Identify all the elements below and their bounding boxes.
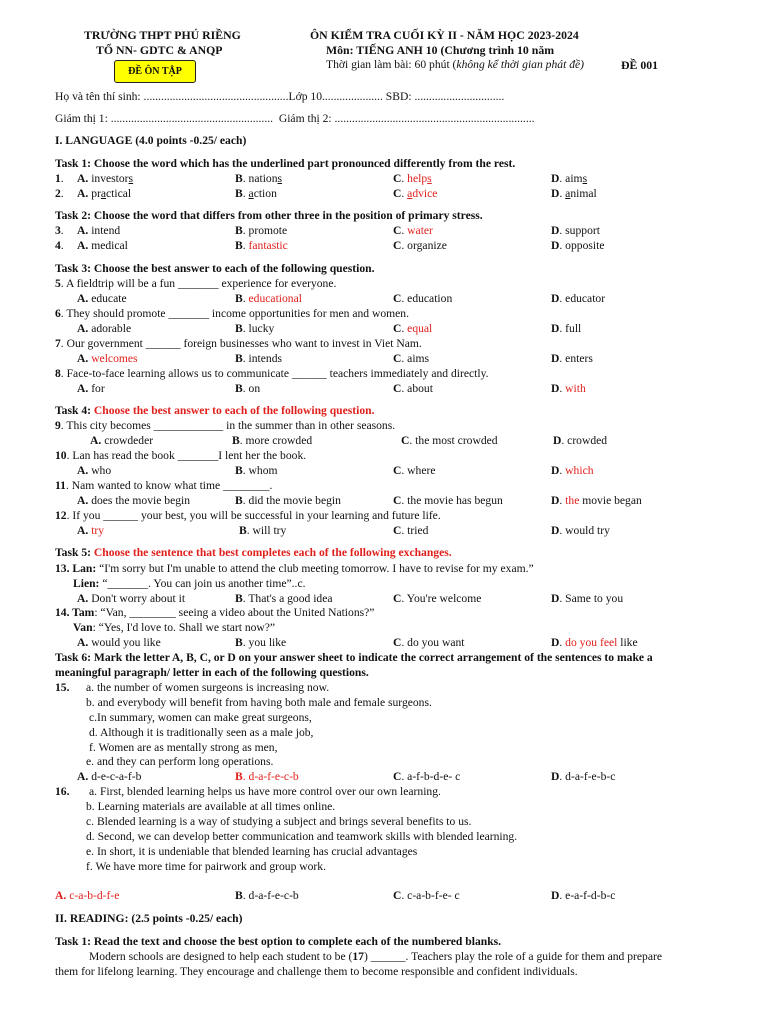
student-name-field: Họ và tên thí sinh: ..................................................Lớp 10..................... SBD: ............................... [55,90,505,103]
q3-option-c[interactable]: C. water [393,224,433,237]
exam-code: ĐỀ 001 [621,58,659,72]
task1-title: Task 1: Choose the word which has the underlined part pronounced differently from the rest. [55,157,516,170]
task6-title-line1: Task 6: Mark the letter A, B, C, or D on your answer sheet to indicate the correct arrangement of the sentences to make a [55,651,653,664]
q1-option-d[interactable]: D. aims [551,172,588,185]
q14-option-a[interactable]: A. would you like [77,636,161,649]
review-badge: ĐỀ ÔN TẬP [114,60,196,83]
q15-sentence: b. and everybody will benefit from having both male and female surgeons. [86,696,432,709]
q16-option-b[interactable]: B. d-a-f-e-c-b [235,889,299,902]
question-10: 10. Lan has read the book _______I lent her the book. [55,449,307,462]
question-6: 6. They should promote _______ income opportunities for men and women. [55,307,409,320]
q9-option-c[interactable]: C. the most crowded [401,434,498,447]
q6-option-c[interactable]: C. equal [393,322,433,335]
question-12: 12. If you ______ your best, you will be successful in your learning and future life. [55,509,441,522]
question-11: 11. Nam wanted to know what time ________. [55,479,273,492]
q8-option-a[interactable]: A. for [77,382,105,395]
q6-option-d[interactable]: D. full [551,322,582,335]
reading-paragraph-line1: Modern schools are designed to help each student to be (17) ______. Teachers play the role of a guide for them and prepare [89,950,663,963]
q12-option-a[interactable]: A. try [77,524,105,537]
task5-title: Task 5: Choose the sentence that best completes each of the following exchanges. [55,546,452,559]
q9-option-a[interactable]: A. crowdeder [90,434,154,447]
q16-option-a[interactable]: A. c-a-b-d-f-e [55,889,120,902]
question-9: 9. This city becomes ____________ in the summer than in other seasons. [55,419,396,432]
q11-option-d[interactable]: D. the movie began [551,494,642,507]
q1-option-b[interactable]: B. nations [235,172,283,185]
proctor-line: Giám thị 1: ........................................................ Giám thị 2: ..................................................................... [55,112,535,125]
q13-option-d[interactable]: D. Same to you [551,592,624,605]
q15-option-d[interactable]: D. d-a-f-e-b-c [551,770,616,783]
q16-sentence: f. We have more time for pairwork and group work. [86,860,326,873]
section-2-title: II. READING: (2.5 points -0.25/ each) [55,912,243,925]
q5-option-d[interactable]: D. educator [551,292,606,305]
q14-option-c[interactable]: C. do you want [393,636,465,649]
task2-title: Task 2: Choose the word that differs from other three in the position of primary stress. [55,209,483,222]
q4-option-a[interactable]: A. medical [77,239,128,252]
department-name: TỔ NN- GDTC & ANQP [96,43,223,57]
q15-sentence: f. Women are as mentally strong as men, [89,741,278,754]
q14-option-b[interactable]: B. you like [235,636,287,649]
q8-option-c[interactable]: C. about [393,382,433,395]
q13-response: Lien: “_______. You can join us another time”..c. [73,577,306,590]
q9-option-b[interactable]: B. more crowded [232,434,313,447]
question-5: 5. A fieldtrip will be a fun _______ experience for everyone. [55,277,337,290]
q15-sentence: e. and they can perform long operations. [86,755,274,768]
q1-option-c[interactable]: C. helps [393,172,432,185]
q7-option-b[interactable]: B. intends [235,352,283,365]
q15-sentence: a. the number of women surgeons is increasing now. [86,681,330,694]
q15-option-c[interactable]: C. a-f-b-d-e- c [393,770,461,783]
question-8: 8. Face-to-face learning allows us to communicate ______ teachers immediately and directly. [55,367,489,380]
time-line: Thời gian làm bài: 60 phút (không kể thời gian phát đề) [326,58,584,71]
q8-option-b[interactable]: B. on [235,382,261,395]
q16-sentence: d. Second, we can develop better communication and teamwork skills with blended learning. [86,830,518,843]
q6-option-b[interactable]: B. lucky [235,322,275,335]
question-7: 7. Our government ______ foreign businesses who want to invest in Viet Nam. [55,337,422,350]
q5-option-c[interactable]: C. education [393,292,453,305]
q7-option-a[interactable]: A. welcomes [77,352,138,365]
q12-option-b[interactable]: B. will try [239,524,287,537]
q5-option-a[interactable]: A. educate [77,292,127,305]
q15-option-b[interactable]: B. d-a-f-e-c-b [235,770,299,783]
q13-option-a[interactable]: A. Don't worry about it [77,592,186,605]
q3-option-d[interactable]: D. support [551,224,600,237]
question-14: 14. Tam: “Van, ________ seeing a video about the United Nations?” [55,606,375,619]
q11-option-b[interactable]: B. did the movie begin [235,494,341,507]
q10-option-d[interactable]: D. which [551,464,594,477]
task4-title: Task 4: Choose the best answer to each of the following question. [55,404,375,417]
q11-option-c[interactable]: C. the movie has begun [393,494,503,507]
q15-option-a[interactable]: A. d-e-c-a-f-b [77,770,142,783]
question-15: 15. [55,681,70,694]
question-2: 2. [55,187,64,200]
q11-option-a[interactable]: A. does the movie begin [77,494,191,507]
q13-option-b[interactable]: B. That's a good idea [235,592,333,605]
q16-sentence: c. Blended learning is a way of studying a subject and brings several benefits to us. [86,815,472,828]
q3-option-b[interactable]: B. promote [235,224,288,237]
reading-task1-title: Task 1: Read the text and choose the best option to complete each of the numbered blanks. [55,935,502,948]
question-1: 1. [55,172,64,185]
q2-option-c[interactable]: C. advice [393,187,438,200]
question-16: 16. [55,785,70,798]
q13-option-c[interactable]: C. You're welcome [393,592,482,605]
q16-option-d[interactable]: D. e-a-f-d-b-c [551,889,616,902]
school-name: TRƯỜNG THPT PHÚ RIỀNG [84,28,241,42]
section-1-title: I. LANGUAGE (4.0 points -0.25/ each) [55,134,247,147]
q14-option-d[interactable]: D. do you feel like [551,636,638,649]
q10-option-b[interactable]: B. whom [235,464,278,477]
q1-option-a[interactable]: A. investors [77,172,134,185]
question-4: 4. [55,239,64,252]
q8-option-d[interactable]: D. with [551,382,586,395]
q14-response: Van: “Yes, I'd love to. Shall we start now?” [73,621,276,634]
reading-paragraph-line2: them for lifelong learning. They encourage and challenge them to become responsible and confident individuals. [55,965,578,978]
q16-option-c[interactable]: C. c-a-b-f-e- c [393,889,460,902]
exam-title: ÔN KIỂM TRA CUỐI KỲ II - NĂM HỌC 2023-2024 [310,28,579,42]
q16-sentence: b. Learning materials are available at all times online. [86,800,336,813]
q12-option-d[interactable]: D. would try [551,524,610,537]
q12-option-c[interactable]: C. tried [393,524,429,537]
q10-option-a[interactable]: A. who [77,464,112,477]
q4-option-d[interactable]: D. opposite [551,239,605,252]
q7-option-d[interactable]: D. enters [551,352,593,365]
q16-sentence: a. First, blended learning helps us have more control over our own learning. [89,785,441,798]
q4-option-c[interactable]: C. organize [393,239,447,252]
q7-option-c[interactable]: C. aims [393,352,430,365]
task6-title-line2: meaningful paragraph/ letter in each of the following questions. [55,666,369,679]
q15-sentence: d. Although it is traditionally seen as a male job, [89,726,314,739]
q16-sentence: e. In short, it is undeniable that blended learning has crucial advantages [86,845,418,858]
question-3: 3. [55,224,64,237]
q6-option-a[interactable]: A. adorable [77,322,132,335]
q9-option-d[interactable]: D. crowded [553,434,608,447]
q2-option-a[interactable]: A. practical [77,187,132,200]
subject-line: Môn: TIẾNG ANH 10 (Chương trình 10 năm [326,43,555,57]
q4-option-b[interactable]: B. fantastic [235,239,288,252]
q2-option-b[interactable]: B. action [235,187,277,200]
q10-option-c[interactable]: C. where [393,464,436,477]
q3-option-a[interactable]: A. intend [77,224,121,237]
question-13: 13. Lan: “I'm sorry but I'm unable to attend the club meeting tomorrow. I have to revise for my exam.” [55,562,534,575]
q2-option-d[interactable]: D. animal [551,187,597,200]
task3-title: Task 3: Choose the best answer to each of the following question. [55,262,375,275]
q5-option-b[interactable]: B. educational [235,292,302,305]
q15-sentence: c.In summary, women can make great surgeons, [89,711,312,724]
